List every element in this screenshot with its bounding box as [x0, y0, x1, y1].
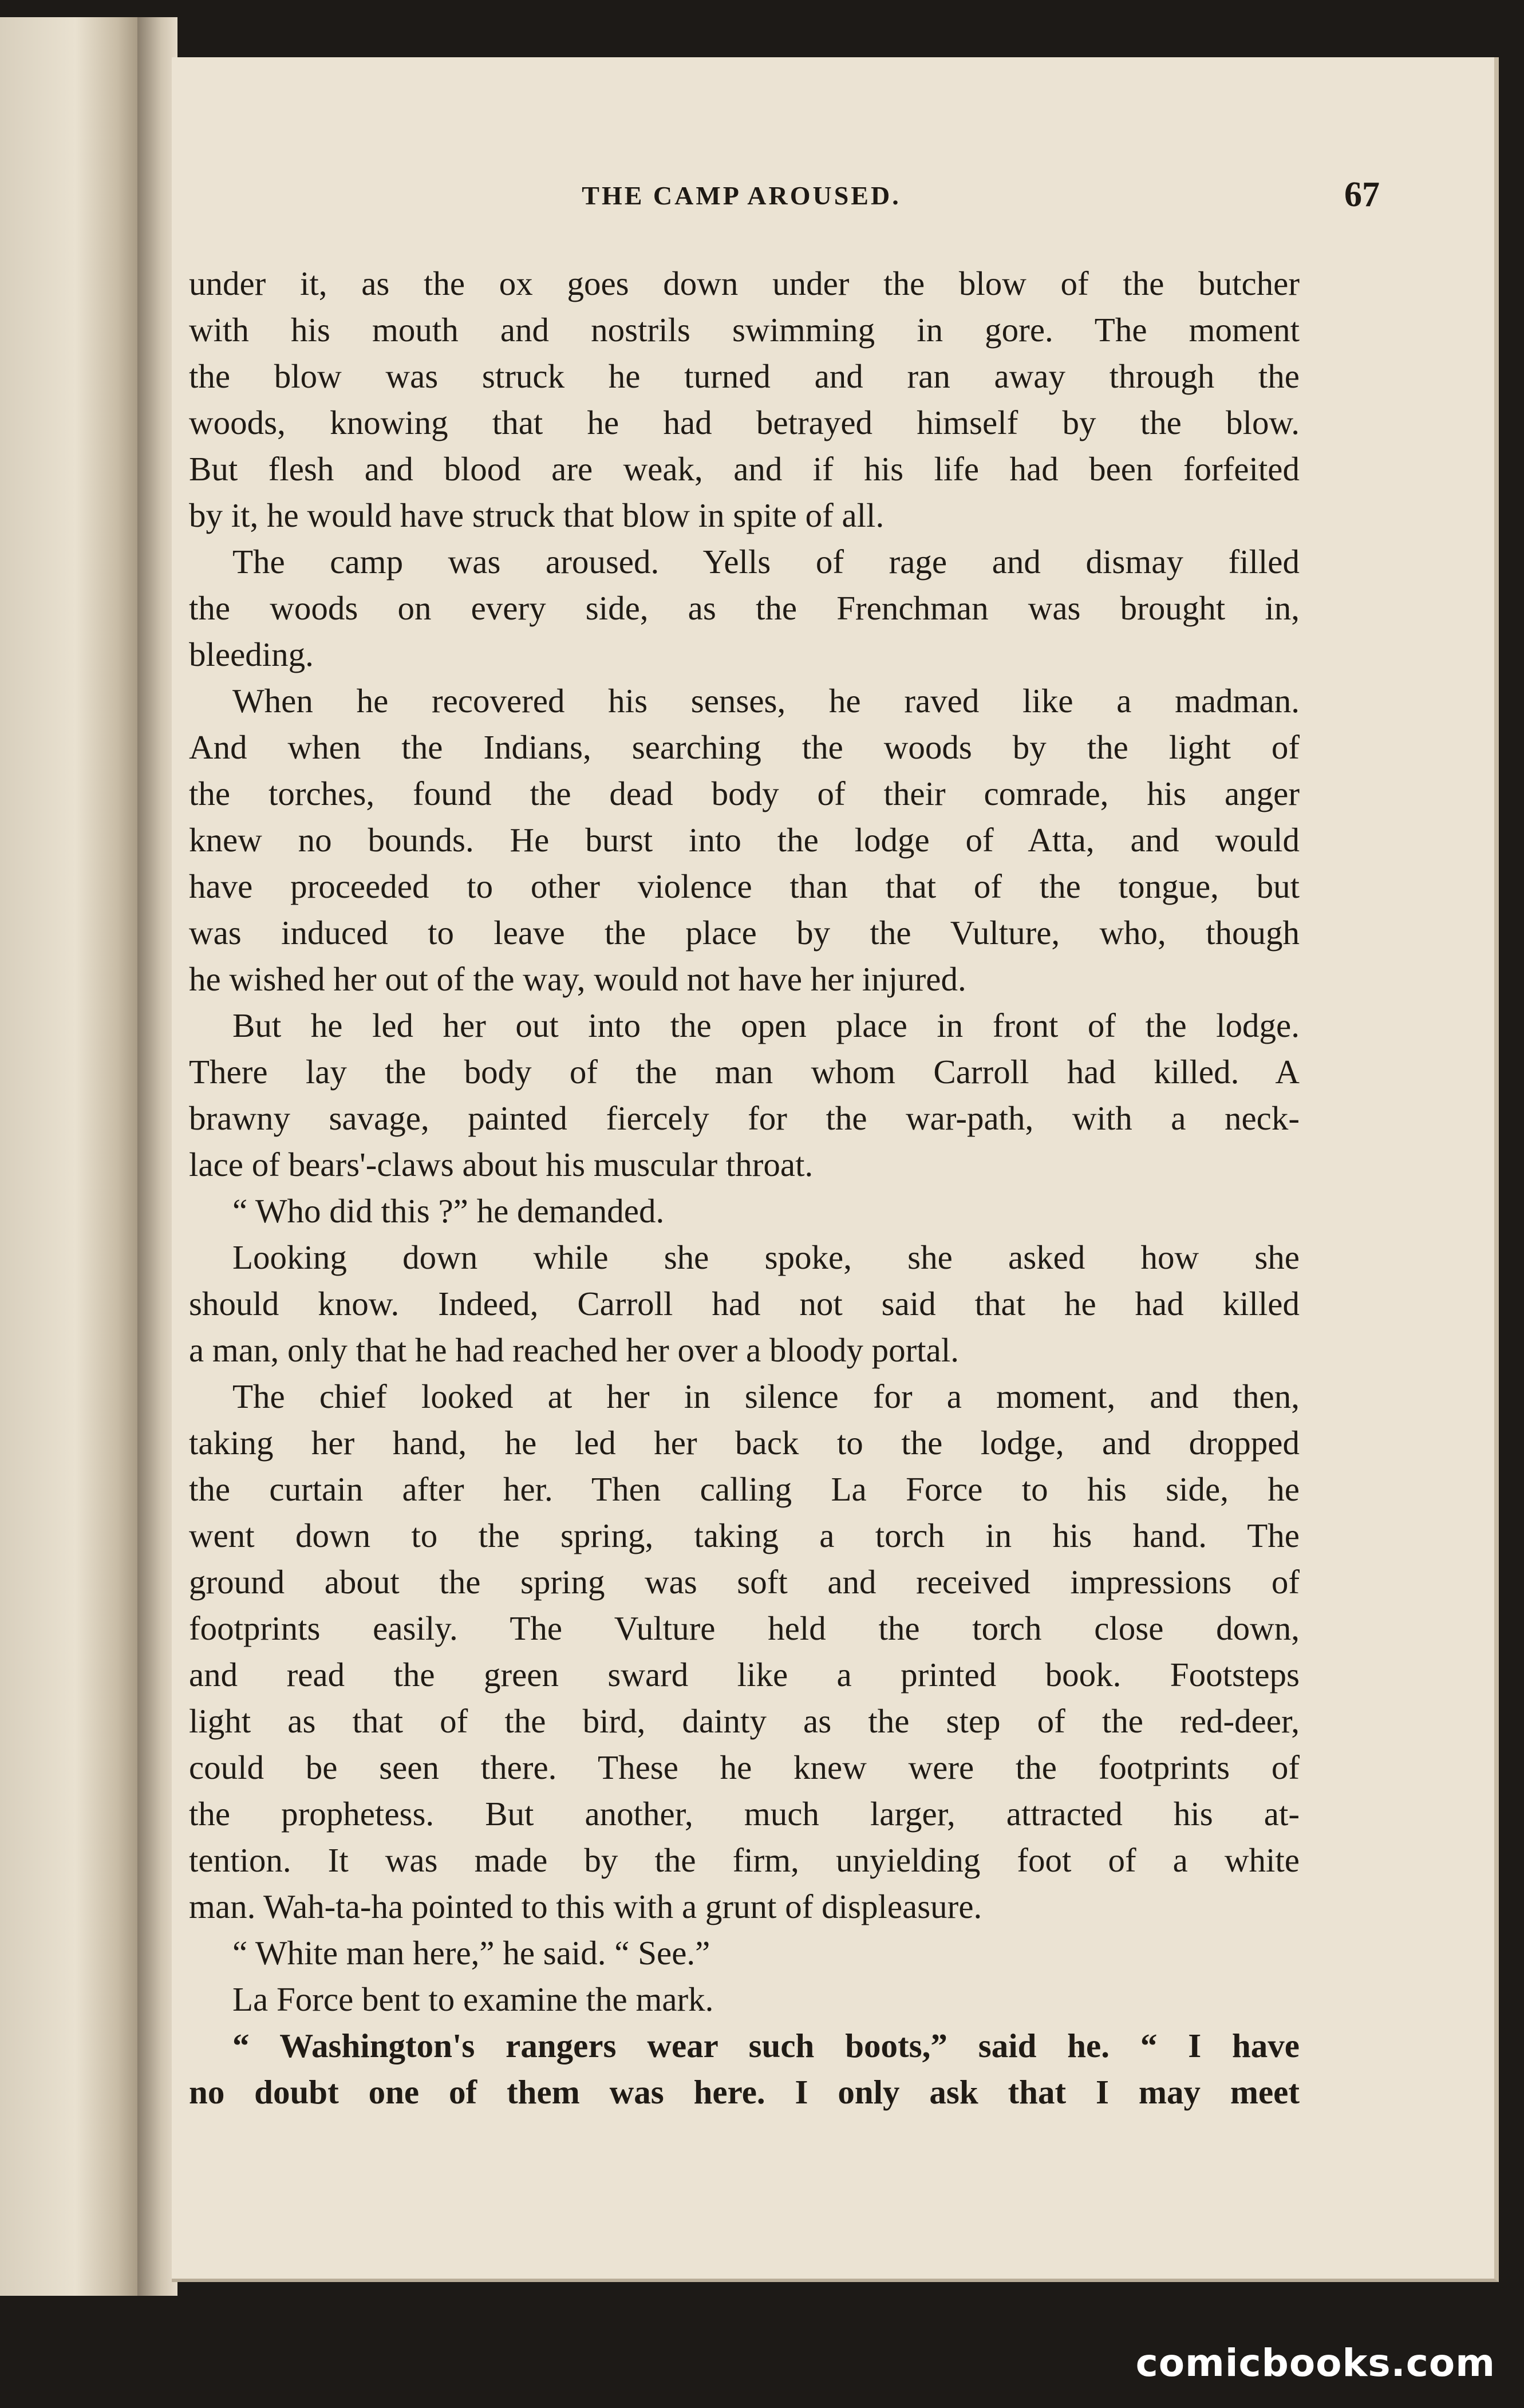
site-watermark: comicbooks.com [1135, 2341, 1495, 2385]
text-line: woods, knowing that he had betrayed himself by the blow. [189, 404, 1300, 441]
text-line: “ Washington's rangers wear such boots,” said he. “ I have [232, 2027, 1300, 2064]
text-line: light as that of the bird, dainty as the step of the red-deer, [189, 1702, 1300, 1740]
text-line: ground about the spring was soft and received impressions of [189, 1563, 1300, 1601]
text-line: and read the green sward like a printed book. Footsteps [189, 1656, 1300, 1694]
text-line: tention. It was made by the firm, unyielding foot of a white [189, 1841, 1300, 1879]
text-line: knew no bounds. He burst into the lodge of Atta, and would [189, 821, 1300, 859]
text-line: lace of bears'-claws about his muscular throat. [189, 1146, 814, 1183]
text-line: taking her hand, he led her back to the lodge, and dropped [189, 1424, 1300, 1462]
text-line: bleeding. [189, 635, 314, 673]
text-line: But he led her out into the open place in front of the lodge. [232, 1006, 1300, 1044]
facing-page-edge [0, 17, 141, 2296]
text-line: no doubt one of them was here. I only ask that I may meet [189, 2073, 1300, 2111]
text-line: went down to the spring, taking a torch in his hand. The [189, 1517, 1300, 1554]
text-line: “ Who did this ?” he demanded. [232, 1192, 665, 1230]
text-line: the blow was struck he turned and ran away through the [189, 357, 1300, 395]
text-line: was induced to leave the place by the Vulture, who, though [189, 914, 1300, 952]
text-line: he wished her out of the way, would not have her injured. [189, 960, 966, 998]
text-line: The chief looked at her in silence for a moment, and then, [232, 1377, 1300, 1415]
text-line: The camp was aroused. Yells of rage and dismay filled [232, 543, 1300, 581]
text-line: have proceeded to other violence than that of the tongue, but [189, 867, 1300, 905]
text-line: a man, only that he had reached her over a bloody portal. [189, 1331, 960, 1369]
text-line: should know. Indeed, Carroll had not said that he had killed [189, 1285, 1300, 1323]
text-line: Looking down while she spoke, she asked how she [232, 1238, 1300, 1276]
body-text [189, 260, 1300, 2115]
text-line: could be seen there. These he knew were the footprints of [189, 1748, 1300, 1786]
page-number: 67 [1344, 175, 1380, 214]
text-line: And when the Indians, searching the woods by the light of [189, 728, 1300, 766]
running-head [172, 175, 1494, 220]
text-line: When he recovered his senses, he raved like a madman. [232, 682, 1300, 720]
text-line: brawny savage, painted fiercely for the war-path, with a neck- [189, 1099, 1300, 1137]
text-line: by it, he would have struck that blow in spite of all. [189, 496, 885, 534]
text-line: footprints easily. The Vulture held the torch close down, [189, 1609, 1300, 1647]
book-page [172, 57, 1499, 2282]
text-line: There lay the body of the man whom Carroll had killed. A [189, 1053, 1300, 1091]
text-line: But flesh and blood are weak, and if his life had been forfeited [189, 450, 1300, 488]
text-line: with his mouth and nostrils swimming in gore. The moment [189, 311, 1300, 349]
text-line: the torches, found the dead body of their comrade, his anger [189, 775, 1300, 812]
text-line: the woods on every side, as the Frenchman was brought in, [189, 589, 1300, 627]
text-line: man. Wah-ta-ha pointed to this with a grunt of displeasure. [189, 1888, 982, 1925]
text-line: the curtain after her. Then calling La Force to his side, he [189, 1470, 1300, 1508]
text-line: the prophetess. But another, much larger, attracted his at- [189, 1795, 1300, 1833]
text-line: La Force bent to examine the mark. [232, 1980, 714, 2018]
text-line: “ White man here,” he said. “ See.” [232, 1934, 710, 1972]
chapter-title: THE CAMP AROUSED. [582, 181, 901, 210]
text-line: under it, as the ox goes down under the blow of the butcher [189, 265, 1300, 302]
